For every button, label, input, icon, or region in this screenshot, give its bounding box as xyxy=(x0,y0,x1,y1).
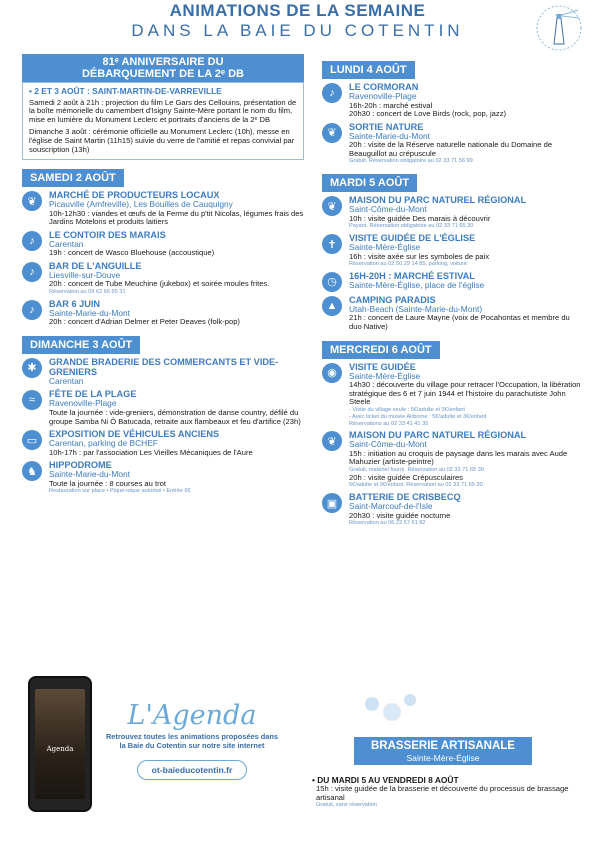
event-place: Ravenoville-Plage xyxy=(49,398,117,409)
car-icon: ▭ xyxy=(22,430,42,450)
event-item xyxy=(22,389,304,426)
leaf-icon: ❦ xyxy=(22,191,42,211)
event-title: CAMPING PARADIS xyxy=(349,294,436,305)
event-place: Carentan xyxy=(49,375,84,386)
anniversary-banner-line2: DÉBARQUEMENT DE LA 2ᵉ DB xyxy=(81,68,244,80)
event-place: Saint-Côme-du-Mont xyxy=(349,439,427,450)
event-desc: 10h : visite guidée Des marais à découvrir xyxy=(349,213,491,223)
event-item xyxy=(322,492,584,527)
event-title: EXPOSITION DE VÉHICULES ANCIENS xyxy=(49,429,220,440)
event-place: Sainte-Marie-du-Mont xyxy=(349,130,430,141)
event-desc: 16h-20h : marché estival 20h30 : concert de Love Birds (rock, pop, jazz) xyxy=(349,100,507,119)
brasserie-bullet: • DU MARDI 5 AU VENDREDI 8 AOÛT xyxy=(312,775,459,785)
page-title: ANIMATIONS DE LA SEMAINE xyxy=(169,1,426,20)
church-icon: ✝ xyxy=(322,234,342,254)
leaf-icon: ❦ xyxy=(322,123,342,143)
event-title: MARCHÉ DE PRODUCTEURS LOCAUX xyxy=(49,190,220,201)
event-title: HIPPODROME xyxy=(49,460,112,471)
event-note: Réservation au 09 62 66 65 31 xyxy=(49,289,126,296)
event-item xyxy=(22,299,304,327)
event-place: Ravenoville-Plage xyxy=(349,91,417,101)
event-title: VISITE GUIDÉE xyxy=(349,361,416,372)
event-title: MAISON DU PARC NATUREL RÉGIONAL xyxy=(349,430,527,441)
event-item xyxy=(322,295,584,332)
event-desc: 20h : visite de la Réserve naturelle nationale du Domaine de Beauguillot au crépuscule xyxy=(349,140,553,158)
phone-screen xyxy=(35,689,85,799)
shopping-bag-icon: ✱ xyxy=(22,358,42,378)
clock-icon: ◷ xyxy=(322,272,342,292)
event-note: Réservation au 06 22 57 61 82 xyxy=(349,520,426,527)
brasserie-section xyxy=(354,737,532,765)
anniversary-bullet: • 2 ET 3 AOÛT : SAINT-MARTIN-DE-VARREVILLE xyxy=(29,86,222,96)
phone-mockup xyxy=(28,676,92,812)
event-desc: 14h30 : découverte du village pour retracer l'Occupation, la libération stratégique des 6 et 7 juin 1944 et l'histoire du parachutiste John Steele xyxy=(349,380,581,407)
event-title: MAISON DU PARC NATUREL RÉGIONAL xyxy=(349,195,527,206)
brasserie-banner xyxy=(354,737,532,765)
event-desc: Toute la journée : 8 courses au trot xyxy=(49,478,166,488)
day-header: SAMEDI 2 AOÛT xyxy=(22,169,124,187)
event-desc: 10h-17h : par l'association Les Vieilles Mécaniques de l'Aure xyxy=(49,447,253,457)
eye-icon: ◉ xyxy=(322,363,342,383)
event-item xyxy=(22,460,304,495)
event-desc: Toute la journée : vide-greniers, démonstration de danse country, défilé du groupe Samba Ni Ô Batucada, retraite aux flambeaux et feu d'artifice (23h) xyxy=(49,407,301,426)
music-icon: ♪ xyxy=(322,83,342,103)
event-desc-2: 20h : visite guidée Crépusculaires xyxy=(349,472,463,482)
event-item xyxy=(22,429,304,457)
event-title: LE CORMORAN xyxy=(349,82,419,92)
event-note: Gratuit. Réservation obligatoire au 02 33 71 56 99 xyxy=(349,158,473,165)
event-title: BATTERIE DE CRISBECQ xyxy=(349,492,461,503)
left-column xyxy=(22,54,304,495)
event-note: Restauration sur place • Pique-nique autorisé • Entrée 6€ xyxy=(49,488,191,495)
event-desc: 19h : concert de Wasco Bluehouse (accoustique) xyxy=(49,248,215,258)
brasserie-desc: 15h : visite guidée de la brasserie et découverte du processus de brassage artisanal xyxy=(316,784,569,802)
brasserie-details xyxy=(312,775,582,809)
event-title: SORTIE NATURE xyxy=(349,121,424,132)
page-subtitle: DANS LA BAIE DU COTENTIN xyxy=(131,21,464,40)
event-item xyxy=(22,261,304,296)
event-item xyxy=(322,122,584,165)
day-header: MERCREDI 6 AOÛT xyxy=(322,341,440,359)
horse-icon: ♞ xyxy=(22,461,42,481)
event-note: Réservation au 02 50 29 14 85, parking, voiture xyxy=(349,261,467,268)
event-note-2: 5€/adulte et 3€/enfant. Réservation au 02 33 71 65 30 xyxy=(349,482,483,489)
event-item xyxy=(322,233,584,268)
left-days xyxy=(22,168,304,495)
event-note: Payant. Réservation obligatoire au 02 33 71 65 30 xyxy=(349,223,474,230)
music-icon: ♪ xyxy=(22,231,42,251)
event-desc: 20h : concert d'Adrian Delmer et Peter Deaves (folk-pop) xyxy=(49,317,240,327)
brasserie-banner-title: BRASSERIE ARTISANALE xyxy=(371,740,515,752)
event-place: Carentan xyxy=(49,238,84,249)
anniversary-banner xyxy=(22,54,304,82)
event-title: 16H-20H : MARCHÉ ESTIVAL xyxy=(349,270,475,281)
anniversary-box xyxy=(22,82,304,160)
anniversary-banner-line1: 81ᵉ ANNIVERSAIRE DU xyxy=(102,56,224,68)
leaf-icon: ❦ xyxy=(322,431,342,451)
event-place: Sainte-Marie-du-Mont xyxy=(49,307,130,318)
event-place: Sainte-Mère-Église xyxy=(349,370,421,381)
agenda-url-link[interactable]: ot-baieducotentin.fr xyxy=(137,760,248,780)
event-item xyxy=(322,362,584,428)
tent-icon: ▲ xyxy=(322,296,342,316)
event-place: Liesville-sur-Douve xyxy=(49,269,121,280)
lighthouse-sketch-icon xyxy=(534,4,584,52)
day-header: MARDI 5 AOÛT xyxy=(322,174,417,192)
right-column xyxy=(322,52,584,527)
anniversary-para1: Samedi 2 août à 21h : projection du film Le Gars des Cellouins, présentation de la boîte mémorielle du camembert d'Isigny Sainte-Mère portant le nom du film, mise en lumière du Monument Leclerc et portraits d'anciens de la 2ᵉ DB xyxy=(29,97,297,124)
event-title: BAR DE L'ANGUILLE xyxy=(49,260,142,271)
event-item xyxy=(22,357,304,387)
event-item xyxy=(22,230,304,258)
agenda-promo xyxy=(22,676,304,826)
event-item xyxy=(322,195,584,230)
agenda-title: L'Agenda xyxy=(127,700,257,731)
event-item xyxy=(22,190,304,227)
event-desc: 10h-12h30 : viandes et œufs de la Ferme du p'tit Nicolas, légumes frais des Jardins Motelons et produits laitiers xyxy=(49,208,304,227)
agenda-subtitle: Retrouvez toutes les animations proposées dans la Baie du Cotentin sur notre site internet xyxy=(105,732,279,750)
event-desc: 16h : visite axée sur les symboles de paix xyxy=(349,251,490,261)
event-title: GRANDE BRADERIE DES COMMERCANTS ET VIDE-GRENIERS xyxy=(49,356,279,377)
event-item xyxy=(322,271,584,292)
event-title: LE CONTOIR DES MARAIS xyxy=(49,229,166,240)
right-days xyxy=(322,60,584,527)
event-place: Sainte-Mère-Église xyxy=(349,242,421,253)
event-desc: 15h : initiation au croquis de paysage dans les marais avec Aude Mahuzier (artiste-peintre) xyxy=(349,448,568,467)
event-place: Saint-Marcouf-de-l'Isle xyxy=(349,501,433,512)
decorative-dots xyxy=(362,690,422,728)
event-item xyxy=(322,430,584,489)
event-item xyxy=(322,82,584,119)
event-place: Carentan, parking de BCHEF xyxy=(49,438,158,449)
event-title: FÊTE DE LA PLAGE xyxy=(49,389,137,400)
event-title: VISITE GUIDÉE DE L'ÉGLISE xyxy=(349,233,476,244)
leaf-icon: ❦ xyxy=(322,196,342,216)
event-note: Gratuit, matériel fourni. Réservation au 02 33 71 65 30 xyxy=(349,467,484,473)
event-place: Sainte-Marie-du-Mont xyxy=(49,469,130,480)
music-icon: ♪ xyxy=(22,300,42,320)
phone-screen-label: Agenda xyxy=(46,745,74,753)
anniversary-para2: Dimanche 3 août : cérémonie officielle au Monument Leclerc (10h), messe en l'église de Saint Martin (11h15) suivie du verre de l'amitié et repas convivial par souscription (13h) xyxy=(29,127,295,154)
brasserie-note: Gratuit, sans réservation xyxy=(316,802,377,809)
event-place: Picauville (Amfreville), Les Bouilles de Cauquigny xyxy=(49,199,233,210)
music-icon: ♪ xyxy=(22,262,42,282)
event-desc: 20h30 : visite guidée nocturne xyxy=(349,510,451,520)
event-title: BAR 6 JUIN xyxy=(49,298,101,309)
event-place: Saint-Côme-du-Mont xyxy=(349,204,427,215)
event-desc: 21h : concert de Laure Mayne (voix de Pocahontas et membre du duo Native) xyxy=(349,313,570,332)
day-header: DIMANCHE 3 AOÛT xyxy=(22,336,140,354)
fortress-icon: ▣ xyxy=(322,493,342,513)
event-place: Sainte-Mère-Église, place de l'église xyxy=(349,279,485,290)
event-desc: 20h : concert de Tube Meuchine (jukebox) et soirée moules frites. xyxy=(49,279,270,289)
event-note: - Visite du village seule : 5€/adulte et 3€/enfant - Avec ticket du musée Airborne : 5€/adulte et 3€/enfant Réservations au 02 33 41 41 35 xyxy=(349,406,487,427)
event-place: Utah-Beach (Sainte-Marie-du-Mont) xyxy=(349,303,483,314)
day-header: LUNDI 4 AOÛT xyxy=(322,61,415,79)
brasserie-place: Sainte-Mère-Église xyxy=(406,753,480,763)
waves-icon: ≈ xyxy=(22,390,42,410)
